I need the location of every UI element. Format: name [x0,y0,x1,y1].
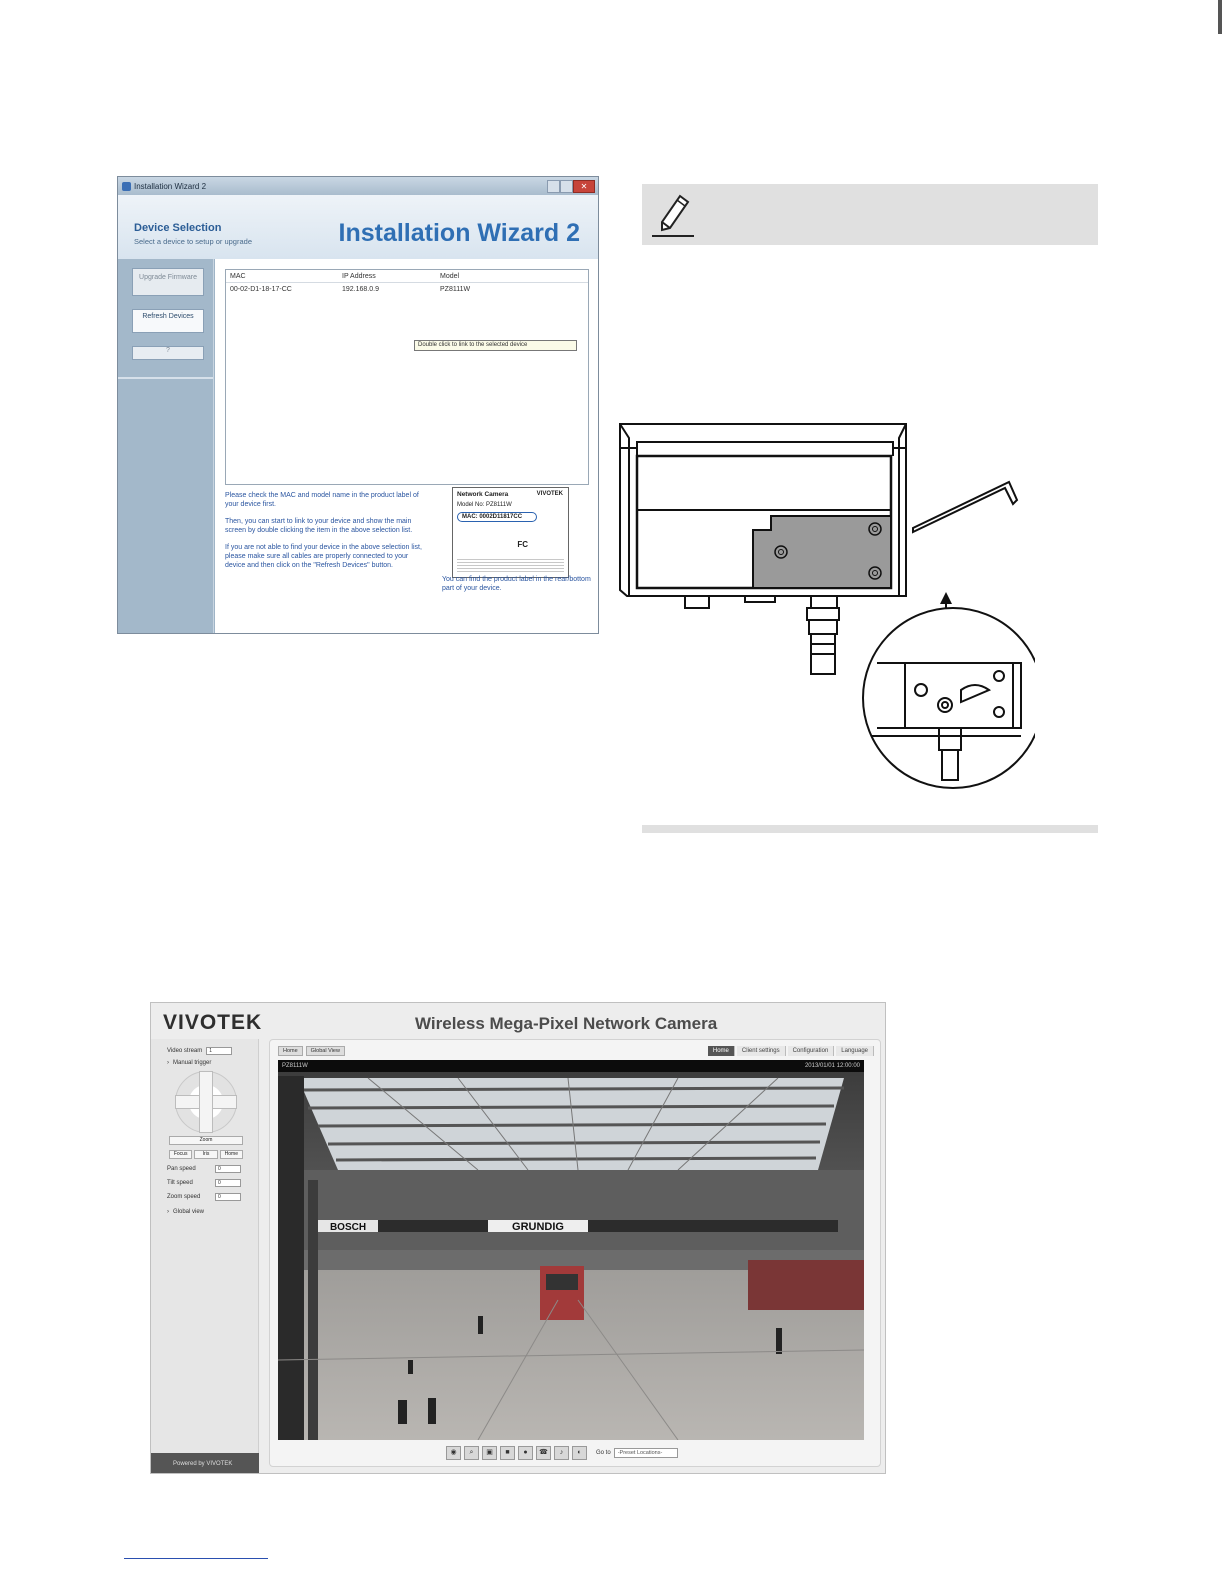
full-screen-icon[interactable]: ▣ [482,1446,497,1460]
fc-mark: FC [517,540,528,549]
row-ip: 192.168.0.9 [342,285,379,293]
product-label-image [452,487,569,578]
nav-client-settings[interactable]: Client settings [737,1046,786,1056]
app-icon [122,182,131,191]
mute-icon[interactable]: ◐ [572,1446,587,1460]
expand-arrow-icon: › [167,1060,169,1066]
live-video-stream[interactable] [278,1060,864,1440]
help-paragraph: Please check the MAC and model name in the product label of your device first. [225,492,419,509]
refresh-devices-button[interactable]: Refresh Devices [132,309,204,333]
nav-home[interactable]: Home [708,1046,735,1056]
station-scene-image [278,1060,864,1440]
video-stream-label: Video stream [167,1048,203,1054]
view-tabs [278,1046,345,1056]
wizard-main-panel [215,259,598,633]
label-fine-print [457,557,564,573]
section-subtitle: Select a device to setup or upgrade [134,237,252,246]
upgrade-firmware-button[interactable]: Upgrade Firmware [132,268,204,296]
zoom-control[interactable]: Zoom [169,1136,243,1145]
footer-link-underline [124,1558,268,1559]
preset-location-select[interactable]: -Preset Locations- [614,1448,678,1458]
maximize-button[interactable] [560,180,573,193]
live-main-panel [269,1039,881,1467]
live-view-page [150,1002,886,1474]
video-status-bar [278,1060,864,1072]
label-location-note: You can find the product label in the rear/bottom part of your device. [442,576,591,593]
tilt-speed-select[interactable]: 0 [215,1179,241,1187]
wizard-big-title: Installation Wizard 2 [338,219,580,247]
device-list[interactable] [225,269,589,485]
stop-icon[interactable]: ■ [500,1446,515,1460]
pan-speed-select[interactable]: 0 [215,1165,241,1173]
sidebar-third-button[interactable]: ? [132,346,204,360]
note-end-rule [642,825,1098,833]
ptz-tilt-arrows[interactable] [199,1071,213,1133]
device-list-header [226,270,588,283]
label-model: Model No: PZ8111W [457,502,512,508]
focus-button[interactable]: Focus [169,1150,192,1159]
help-paragraph: If you are not able to find your device in the above selection list, please make sure all cables are properly connected to your device and then click on the "Refresh Devices" button. [225,543,422,570]
snapshot-icon[interactable]: ◉ [446,1446,461,1460]
iris-button[interactable]: Iris [194,1150,217,1159]
row-mac: 00-02-D1-18-17-CC [230,285,292,293]
tab-global-view[interactable]: Global View [306,1046,345,1056]
column-header-ip[interactable]: IP Address [342,272,376,280]
control-sidebar [151,1039,259,1474]
nav-language[interactable]: Language [836,1046,874,1056]
pan-speed-row [167,1165,241,1173]
zoom-speed-label: Zoom speed [167,1194,201,1200]
manual-trigger-label: Manual trigger [173,1060,212,1066]
installation-wizard-window [117,176,599,634]
record-icon[interactable]: ● [518,1446,533,1460]
camera-reset-button-illustration [615,418,1035,790]
zoom-speed-select[interactable]: 0 [215,1193,241,1201]
minimize-button[interactable] [547,180,560,193]
sidebar-divider [118,377,213,379]
powered-by-bar: Powered by VIVOTEK [151,1453,259,1474]
window-title: Installation Wizard 2 [134,181,207,191]
live-view-title: Wireless Mega-Pixel Network Camera [415,1014,718,1033]
wizard-sidebar [118,259,214,633]
tab-home[interactable]: Home [278,1046,303,1056]
vivotek-logo: VIVOTEK [163,1011,263,1034]
column-header-model[interactable]: Model [440,272,460,280]
manual-trigger-row[interactable] [167,1060,211,1066]
tilt-speed-row [167,1179,241,1187]
home-button[interactable]: Home [220,1150,243,1159]
label-title: Network Camera [457,491,509,498]
double-click-tooltip: Double click to link to the selected device [414,340,577,351]
wizard-titlebar [118,177,598,195]
video-stream-row [167,1047,232,1055]
ptz-buttons [169,1150,243,1159]
pencil-note-icon [650,192,696,238]
video-stream-select[interactable]: 1 [206,1047,232,1055]
help-paragraph: Then, you can start to link to your device and show the main screen by double clicking the item in the above selection list. [225,517,413,535]
row-model: PZ8111W [440,285,471,293]
expand-arrow-icon: › [167,1209,169,1215]
grundig-sign: GRUNDIG [512,1221,564,1233]
video-timestamp: 2013/01/01 12:00:00 [804,1063,860,1069]
zoom-speed-row [167,1193,241,1201]
tilt-speed-label: Tilt speed [167,1180,193,1186]
note-box [642,184,1098,245]
bosch-sign: BOSCH [329,1222,367,1233]
nav-configuration[interactable]: Configuration [788,1046,835,1056]
video-caption: PZ8111W [282,1063,308,1069]
top-nav [708,1046,874,1056]
close-button[interactable]: ✕ [573,180,595,193]
pan-speed-label: Pan speed [167,1166,196,1172]
talk-icon[interactable]: ☎ [536,1446,551,1460]
goto-label: Go to [596,1450,611,1456]
wizard-header [118,195,598,259]
global-view-label: Global view [173,1209,205,1215]
video-control-bar [446,1446,678,1460]
label-mac-highlight: MAC: 0002D11817CC [457,512,537,522]
volume-icon[interactable]: ♪ [554,1446,569,1460]
table-row[interactable] [226,283,588,295]
help-text [225,491,430,578]
section-title: Device Selection [134,222,222,234]
label-brand: VIVOTEK [536,491,563,497]
global-view-row[interactable] [167,1209,204,1215]
column-header-mac[interactable]: MAC [230,272,246,280]
digital-zoom-icon[interactable]: ⌕ [464,1446,479,1460]
page-edge-rule [1218,0,1222,34]
